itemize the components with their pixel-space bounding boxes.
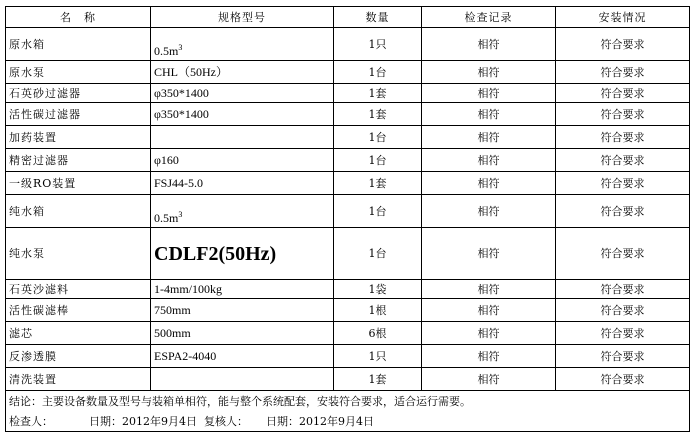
row-name: 纯水箱 [6, 195, 151, 228]
row-qty: 6根 [334, 322, 422, 345]
header-check: 检查记录 [422, 7, 556, 28]
row-spec [151, 368, 334, 391]
row-spec: 500mm [151, 322, 334, 345]
row-spec: 1-4mm/100kg [151, 280, 334, 299]
row-install: 符合要求 [556, 322, 690, 345]
row-name: 滤芯 [6, 322, 151, 345]
conclusion-row [6, 391, 690, 412]
table-row [6, 61, 690, 84]
table-row [6, 345, 690, 368]
row-qty: 1套 [334, 103, 422, 126]
signoff-row [6, 411, 690, 432]
table-row [6, 28, 690, 61]
row-spec [151, 195, 334, 228]
row-qty: 1套 [334, 172, 422, 195]
row-qty: 1台 [334, 149, 422, 172]
row-qty: 1只 [334, 345, 422, 368]
row-name: 原水泵 [6, 61, 151, 84]
row-spec-superscript: 3 [178, 210, 183, 219]
date-value-2: 2012年9月4日 [299, 414, 374, 428]
row-install: 符合要求 [556, 195, 690, 228]
row-spec: CDLF2(50Hz) [151, 228, 334, 280]
row-qty: 1台 [334, 126, 422, 149]
row-install: 符合要求 [556, 84, 690, 103]
row-check: 相符 [422, 84, 556, 103]
row-install: 符合要求 [556, 345, 690, 368]
row-check: 相符 [422, 28, 556, 61]
row-spec: φ350*1400 [151, 84, 334, 103]
reviewer-label: 复核人： [204, 414, 248, 428]
table-row [6, 126, 690, 149]
row-check: 相符 [422, 368, 556, 391]
inspector-label: 检查人： [9, 414, 53, 428]
row-spec-main: 0.5m [154, 44, 179, 58]
row-qty: 1台 [334, 228, 422, 280]
equipment-table [5, 6, 690, 432]
row-name: 活性碳滤棒 [6, 299, 151, 322]
signoff-line [6, 411, 690, 432]
header-spec: 规格型号 [151, 7, 334, 28]
row-check: 相符 [422, 61, 556, 84]
header-name: 名 称 [6, 7, 151, 28]
header-install: 安装情况 [556, 7, 690, 28]
table-row [6, 149, 690, 172]
row-install: 符合要求 [556, 126, 690, 149]
table-row [6, 195, 690, 228]
row-name: 原水箱 [6, 28, 151, 61]
row-install: 符合要求 [556, 103, 690, 126]
header-qty: 数量 [334, 7, 422, 28]
date-value-1: 2012年9月4日 [122, 414, 197, 428]
date-label-1: 日期： [89, 414, 122, 428]
row-check: 相符 [422, 126, 556, 149]
table-row [6, 84, 690, 103]
row-name: 石英砂过滤器 [6, 84, 151, 103]
row-spec: FSJ44-5.0 [151, 172, 334, 195]
table-header-row [6, 7, 690, 28]
table-row [6, 172, 690, 195]
row-name: 纯水泵 [6, 228, 151, 280]
acceptance-sheet [5, 6, 689, 432]
row-check: 相符 [422, 322, 556, 345]
row-check: 相符 [422, 299, 556, 322]
row-install: 符合要求 [556, 280, 690, 299]
row-install: 符合要求 [556, 368, 690, 391]
conclusion-text: 结论：主要设备数量及型号与装箱单相符，能与整个系统配套，安装符合要求，适合运行需要。 [6, 391, 690, 412]
row-name: 清洗装置 [6, 368, 151, 391]
row-spec-main: 0.5m [154, 211, 179, 225]
row-spec [151, 126, 334, 149]
row-spec: ESPA2-4040 [151, 345, 334, 368]
row-qty: 1台 [334, 195, 422, 228]
table-row [6, 280, 690, 299]
row-spec [151, 28, 334, 61]
row-check: 相符 [422, 172, 556, 195]
row-name: 加药装置 [6, 126, 151, 149]
row-spec: φ160 [151, 149, 334, 172]
row-name: 活性碳过滤器 [6, 103, 151, 126]
row-spec: CHL（50Hz） [151, 61, 334, 84]
row-qty: 1套 [334, 84, 422, 103]
table-row [6, 228, 690, 280]
row-qty: 1套 [334, 368, 422, 391]
date-label-2: 日期： [266, 414, 299, 428]
row-spec-superscript: 3 [178, 43, 183, 52]
row-check: 相符 [422, 228, 556, 280]
row-spec: φ350*1400 [151, 103, 334, 126]
table-row [6, 322, 690, 345]
row-install: 符合要求 [556, 28, 690, 61]
row-qty: 1根 [334, 299, 422, 322]
row-name: 精密过滤器 [6, 149, 151, 172]
row-name: 石英沙滤料 [6, 280, 151, 299]
row-check: 相符 [422, 195, 556, 228]
row-install: 符合要求 [556, 299, 690, 322]
table-row [6, 368, 690, 391]
row-check: 相符 [422, 280, 556, 299]
row-name: 一级RO装置 [6, 172, 151, 195]
row-spec: 750mm [151, 299, 334, 322]
row-check: 相符 [422, 103, 556, 126]
row-name: 反渗透膜 [6, 345, 151, 368]
row-check: 相符 [422, 149, 556, 172]
row-qty: 1台 [334, 61, 422, 84]
row-install: 符合要求 [556, 149, 690, 172]
row-install: 符合要求 [556, 228, 690, 280]
row-qty: 1袋 [334, 280, 422, 299]
row-install: 符合要求 [556, 172, 690, 195]
table-row [6, 103, 690, 126]
row-qty: 1只 [334, 28, 422, 61]
table-row [6, 299, 690, 322]
row-install: 符合要求 [556, 61, 690, 84]
row-check: 相符 [422, 345, 556, 368]
